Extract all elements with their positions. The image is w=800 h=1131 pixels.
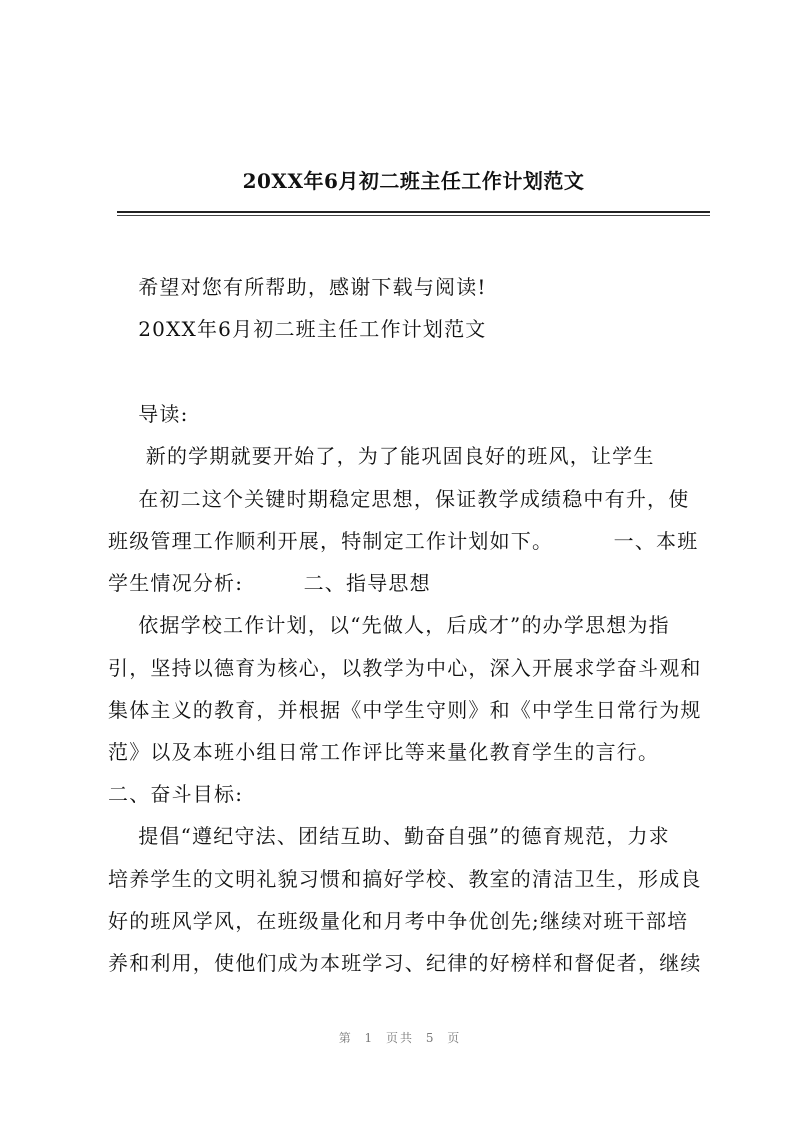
text-line: 希望对您有所帮助，感谢下载与阅读! bbox=[108, 275, 487, 299]
text-line: 学生情况分析: 二、指导思想 bbox=[108, 571, 431, 595]
text-line: 好的班风学风，在班级量化和月考中争优创先;继续对班干部培 bbox=[108, 909, 689, 933]
title-underline-thin bbox=[117, 215, 710, 216]
text-line: 二、奋斗目标: bbox=[108, 782, 244, 806]
text-line: 培养学生的文明礼貌习惯和搞好学校、教室的清洁卫生，形成良 bbox=[108, 867, 702, 891]
text-line: 导读: bbox=[108, 402, 189, 426]
text-line: 范》以及本班小组日常工作评比等来量化教育学生的言行。 bbox=[108, 740, 660, 764]
text-line: 依据学校工作计划，以“先做人，后成才”的办学思想为指 bbox=[108, 613, 670, 637]
text-line: 引，坚持以德育为核心，以教学为中心，深入开展求学奋斗观和 bbox=[108, 656, 702, 680]
text-line: 养和利用，使他们成为本班学习、纪律的好榜样和督促者，继续 bbox=[108, 951, 702, 975]
text-line: 集体主义的教育，并根据《中学生守则》和《中学生日常行为规 bbox=[108, 698, 702, 722]
text-line: 提倡“遵纪守法、团结互助、勤奋自强”的德育规范，力求 bbox=[108, 824, 670, 848]
text-line: 班级管理工作顺利开展，特制定工作计划如下。 一、本班 bbox=[108, 529, 699, 553]
page-number: 第 1 页共 5 页 bbox=[338, 1031, 462, 1045]
text-line: 在初二这个关键时期稳定思想，保证教学成绩稳中有升，使 bbox=[108, 487, 690, 511]
title-underline bbox=[117, 211, 710, 213]
document-title: 20XX年6月初二班主任工作计划范文 bbox=[242, 169, 585, 193]
text-line: 20XX年6月初二班主任工作计划范文 bbox=[108, 317, 487, 341]
text-line: 新的学期就要开始了，为了能巩固良好的班风，让学生 bbox=[108, 444, 655, 468]
